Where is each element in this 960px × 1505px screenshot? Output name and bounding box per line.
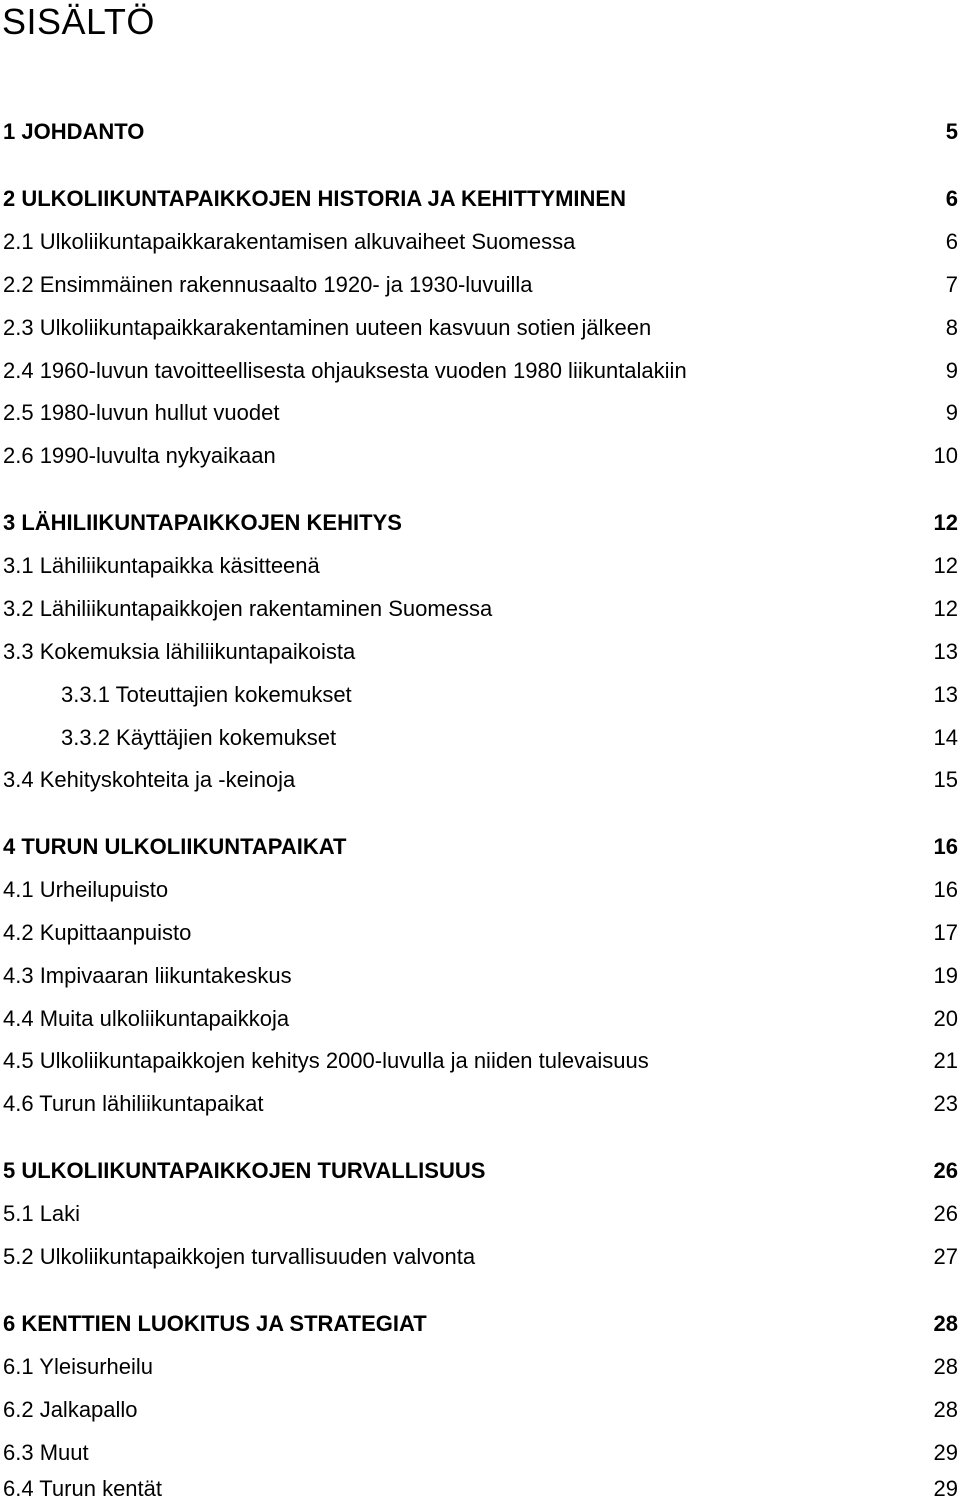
toc-entry-page: 9 xyxy=(945,358,958,383)
toc-entry-section-2-4[interactable] xyxy=(3,356,958,386)
toc-entry-subsection-3-3-1[interactable] xyxy=(3,680,958,710)
toc-entry-page: 29 xyxy=(933,1476,958,1501)
toc-entry-text: 2.5 1980-luvun hullut vuodet xyxy=(3,400,280,425)
toc-entry-text: 5.1 Laki xyxy=(3,1201,81,1226)
toc-entry-text: 3.2 Lähiliikuntapaikkojen rakentaminen Suomessa xyxy=(3,596,493,621)
toc-entry-page: 6 xyxy=(945,229,958,254)
toc-entry-section-2-2[interactable] xyxy=(3,270,958,300)
toc-entry-page: 29 xyxy=(933,1440,958,1465)
toc-entry-page: 26 xyxy=(933,1158,958,1183)
toc-entry-section-4-4[interactable] xyxy=(3,1004,958,1034)
toc-entry-section-3-2[interactable] xyxy=(3,594,958,624)
toc-entry-text: 2.6 1990-luvulta nykyaikaan xyxy=(3,443,276,468)
toc-entry-text: 6.1 Yleisurheilu xyxy=(3,1354,154,1379)
toc-entry-text: 6.3 Muut xyxy=(3,1440,89,1465)
toc-entry-section-4-3[interactable] xyxy=(3,961,958,991)
toc-entry-page: 27 xyxy=(933,1244,958,1269)
toc-entry-section-4-2[interactable] xyxy=(3,918,958,948)
toc-entry-page: 28 xyxy=(933,1311,958,1336)
toc-entry-page: 5 xyxy=(945,119,958,144)
toc-entry-subsection-3-3-2[interactable] xyxy=(3,723,958,753)
toc-entry-section-4-6[interactable] xyxy=(3,1089,958,1119)
toc-entry-section-2-3[interactable] xyxy=(3,313,958,343)
toc-entry-text: 3.3 Kokemuksia lähiliikuntapaikoista xyxy=(3,639,356,664)
toc-entry-chapter-3[interactable] xyxy=(3,508,958,538)
toc-entry-page: 28 xyxy=(933,1397,958,1422)
toc-entry-section-5-2[interactable] xyxy=(3,1242,958,1272)
toc-entry-text: 1 JOHDANTO xyxy=(3,119,145,144)
toc-entry-section-6-4[interactable] xyxy=(3,1474,958,1504)
toc-entry-text: 2.1 Ulkoliikuntapaikkarakentamisen alkuvaiheet Suomessa xyxy=(3,229,576,254)
toc-entry-page: 20 xyxy=(933,1006,958,1031)
toc-entry-page: 7 xyxy=(945,272,958,297)
toc-entry-text: 6.4 Turun kentät xyxy=(3,1476,162,1501)
toc-entry-text: 4.3 Impivaaran liikuntakeskus xyxy=(3,963,292,988)
toc-entry-text: 2.4 1960-luvun tavoitteellisesta ohjauksesta vuoden 1980 liikuntalakiin xyxy=(3,358,687,383)
toc-entry-page: 23 xyxy=(933,1091,958,1116)
toc-entry-text: 5.2 Ulkoliikuntapaikkojen turvallisuuden valvonta xyxy=(3,1244,476,1269)
toc-entry-section-2-1[interactable] xyxy=(3,227,958,257)
toc-entry-section-6-2[interactable] xyxy=(3,1395,958,1425)
toc-entry-text: 4.6 Turun lähiliikuntapaikat xyxy=(3,1091,264,1116)
toc-entry-section-6-1[interactable] xyxy=(3,1352,958,1382)
toc-entry-section-4-1[interactable] xyxy=(3,875,958,905)
toc-entry-chapter-5[interactable] xyxy=(3,1156,958,1186)
toc-entry-page: 13 xyxy=(933,682,958,707)
toc-entry-page: 15 xyxy=(933,767,958,792)
page-title: SISÄLTÖ xyxy=(2,1,155,42)
toc-entry-section-3-4[interactable] xyxy=(3,765,958,795)
toc-entry-page: 12 xyxy=(933,596,958,621)
toc-entry-text: 4.5 Ulkoliikuntapaikkojen kehitys 2000-luvulla ja niiden tulevaisuus xyxy=(3,1048,649,1073)
toc-entry-section-2-6[interactable] xyxy=(3,441,958,471)
toc-entry-text: 2.3 Ulkoliikuntapaikkarakentaminen uuteen kasvuun sotien jälkeen xyxy=(3,315,652,340)
toc-entry-text: 4.2 Kupittaanpuisto xyxy=(3,920,192,945)
toc-entry-section-3-3[interactable] xyxy=(3,637,958,667)
toc-entry-text: 4.4 Muita ulkoliikuntapaikkoja xyxy=(3,1006,290,1031)
toc-entry-text: 3.4 Kehityskohteita ja -keinoja xyxy=(3,767,296,792)
toc-entry-section-6-3[interactable] xyxy=(3,1438,958,1468)
toc-entry-text: 3.3.1 Toteuttajien kokemukset xyxy=(61,682,352,707)
toc-entry-section-5-1[interactable] xyxy=(3,1199,958,1229)
toc-entry-page: 16 xyxy=(933,877,958,902)
toc-entry-page: 26 xyxy=(933,1201,958,1226)
toc-entry-section-4-5[interactable] xyxy=(3,1046,958,1076)
toc-entry-page: 13 xyxy=(933,639,958,664)
toc-entry-page: 8 xyxy=(945,315,958,340)
toc-entry-chapter-2[interactable] xyxy=(3,184,958,214)
toc-entry-text: 4 TURUN ULKOLIIKUNTAPAIKAT xyxy=(3,834,347,859)
toc-entry-page: 14 xyxy=(933,725,958,750)
toc-entry-page: 28 xyxy=(933,1354,958,1379)
toc-entry-section-3-1[interactable] xyxy=(3,551,958,581)
toc-entry-section-2-5[interactable] xyxy=(3,398,958,428)
toc-entry-text: 6.2 Jalkapallo xyxy=(3,1397,138,1422)
toc-entry-text: 3.3.2 Käyttäjien kokemukset xyxy=(61,725,337,750)
toc-entry-page: 17 xyxy=(933,920,958,945)
toc-entry-text: 2 ULKOLIIKUNTAPAIKKOJEN HISTORIA JA KEHITTYMINEN xyxy=(3,186,626,211)
toc-entry-page: 21 xyxy=(933,1048,958,1073)
toc-entry-text: 2.2 Ensimmäinen rakennusaalto 1920- ja 1930-luvuilla xyxy=(3,272,533,297)
toc-entry-chapter-4[interactable] xyxy=(3,832,958,862)
toc-entry-text: 6 KENTTIEN LUOKITUS JA STRATEGIAT xyxy=(3,1311,427,1336)
toc-entry-page: 9 xyxy=(945,400,958,425)
toc-entry-text: 3 LÄHILIIKUNTAPAIKKOJEN KEHITYS xyxy=(3,510,402,535)
toc-entry-page: 6 xyxy=(945,186,958,211)
toc-entry-page: 10 xyxy=(933,443,958,468)
toc-entry-page: 16 xyxy=(933,834,958,859)
toc-entry-chapter-1[interactable] xyxy=(3,117,958,147)
toc-entry-text: 5 ULKOLIIKUNTAPAIKKOJEN TURVALLISUUS xyxy=(3,1158,486,1183)
toc-entry-chapter-6[interactable] xyxy=(3,1309,958,1339)
toc-entry-text: 3.1 Lähiliikuntapaikka käsitteenä xyxy=(3,553,320,578)
toc-entry-page: 12 xyxy=(933,510,958,535)
toc-entry-text: 4.1 Urheilupuisto xyxy=(3,877,169,902)
toc-entry-page: 12 xyxy=(933,553,958,578)
toc-entry-page: 19 xyxy=(933,963,958,988)
